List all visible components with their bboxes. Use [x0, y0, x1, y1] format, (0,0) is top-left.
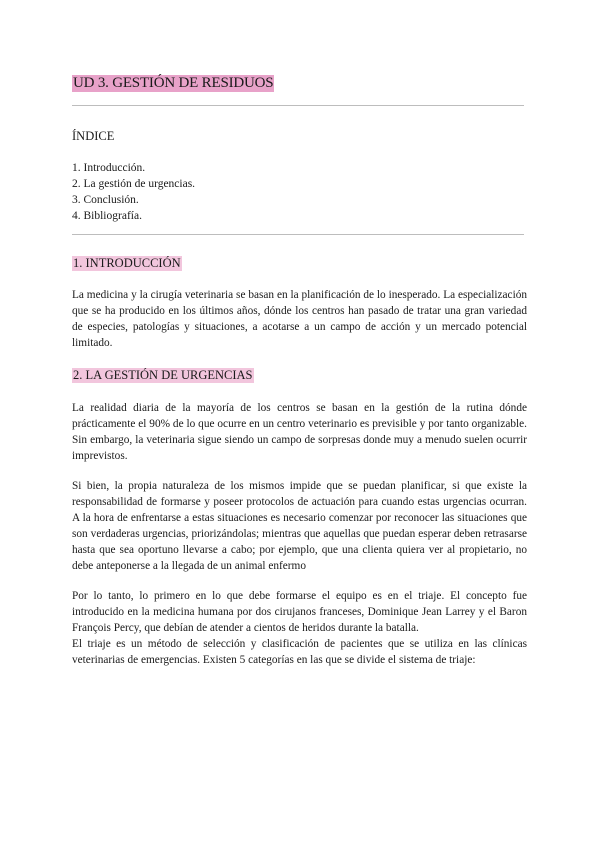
section-heading-introduccion: 1. INTRODUCCIÓN — [73, 256, 181, 270]
toc-item: 1. Introducción. — [72, 162, 146, 174]
paragraph: La medicina y la cirugía veterinaria se basan en la planificación de lo inesperado. La especialización que se ha producido en los últimos años, dónde los centros han pasado de tratar una gran variedad de especies, patologías y situaciones, a acotarse a un campo de acción y un mercado potencial limitado. — [72, 289, 527, 349]
index-heading: ÍNDICE — [72, 129, 115, 143]
table-of-contents — [72, 160, 195, 224]
paragraph: El triaje es un método de selección y clasificación de pacientes que se utiliza en las clínicas veterinarias de emergencias. Existen 5 categorías en las que se divide el sistema de triaje: — [72, 638, 527, 666]
toc-item: 2. La gestión de urgencias. — [72, 178, 196, 190]
paragraph: Por lo tanto, lo primero en lo que debe formarse el equipo es en el triaje. El concepto fue introducido en la medicina humana por dos cirujanos franceses, Dominique Jean Larrey y el Baron François Percy, que debían de atender a cientos de heridos durante la batalla. — [72, 590, 527, 634]
divider — [72, 234, 524, 235]
toc-item: 3. Conclusión. — [72, 194, 139, 206]
section-heading-gestion-urgencias: 2. LA GESTIÓN DE URGENCIAS — [73, 368, 253, 382]
divider — [72, 105, 524, 106]
toc-item: 4. Bibliografía. — [72, 210, 142, 222]
paragraph: La realidad diaria de la mayoría de los centros se basan en la gestión de la rutina dónde prácticamente el 90% de lo que ocurre en un centro veterinario es previsible y por tanto organizable. Sin embargo, la veterinaria sigue siendo un campo de sorpresas donde muy a menudo suelen ocurrir imprevistos. — [72, 402, 527, 462]
paragraph: Si bien, la propia naturaleza de los mismos impide que se puedan planificar, si que existe la responsabilidad de formarse y poseer protocolos de actuación para cuando estas urgencias ocurran. A la hora de enfrentarse a estas situaciones es necesario comenzar por reconocer las situaciones que son verdaderas urgencias, priorizándolas; mientras que aquellas que puedan esperar deben retrasarse hasta que sea oportuno llevarse a cabo; por ejemplo, que una clienta quiera ver al propietario, no debe anteponerse a la llegada de un animal enfermo — [72, 480, 527, 572]
document-title: UD 3. GESTIÓN DE RESIDUOS — [73, 75, 274, 91]
paragraph-group — [72, 588, 527, 668]
